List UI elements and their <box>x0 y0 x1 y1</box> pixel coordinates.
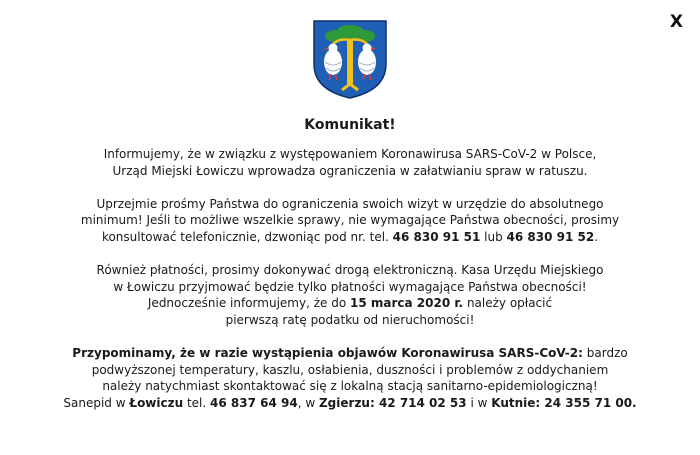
text-segment: należy opłacić <box>463 296 553 311</box>
paragraph-visits <box>40 196 660 246</box>
text-line <box>40 229 660 246</box>
text-line <box>40 345 660 362</box>
announcement-body <box>40 146 660 428</box>
text-line: podwyższonej temperatury, kaszlu, osłabienia, duszności i problemów z oddychaniem <box>91 362 609 377</box>
text-line: Również płatności, prosimy dokonywać drogą elektroniczną. Kasa Urzędu Miejskiego <box>96 263 604 278</box>
paragraph-restrictions <box>40 146 660 179</box>
paragraph-payments <box>40 262 660 328</box>
phone-number: 46 830 91 52 <box>506 229 595 244</box>
text-segment: lub <box>480 229 507 244</box>
city-phone: Zgierzu: 42 714 02 53 <box>318 395 467 410</box>
text-segment: . <box>594 229 599 244</box>
text-line <box>40 395 660 412</box>
text-line: minimum! Jeśli to możliwe wszelkie sprawy, nie wymagające Państwa obecności, prosimy <box>80 213 620 228</box>
paragraph-symptoms <box>40 345 660 411</box>
text-line: w Łowiczu przyjmować będzie tylko płatności wymagające Państwa obecności! <box>113 279 587 294</box>
text-segment: Sanepid w <box>63 395 130 410</box>
reminder-heading: Przypominamy, że w razie wystąpienia objawów Koronawirusa SARS-CoV-2: <box>72 346 583 361</box>
phone-number: 46 837 64 94 <box>210 395 298 410</box>
city-name: Łowiczu <box>129 395 184 410</box>
text-line: pierwszą ratę podatku od nieruchomości! <box>225 312 475 327</box>
text-line: Informujemy, że w związku z występowaniem Koronawirusa SARS-CoV-2 w Polsce, <box>103 147 597 161</box>
deadline-date: 15 marca 2020 r. <box>349 296 464 311</box>
text-line: Urząd Miejski Łowiczu wprowadza ograniczenia w załatwianiu spraw w ratuszu. <box>112 163 588 178</box>
text-segment: Jednocześnie informujemy, że do <box>147 296 350 311</box>
text-line: należy natychmiast skontaktować się z lokalną stacją sanitarno-epidemiologiczną! <box>102 379 598 394</box>
text-line: Uprzejmie prośmy Państwa do ograniczenia swoich wizyt w urzędzie do absolutnego <box>96 196 604 211</box>
close-button[interactable]: X <box>669 12 683 32</box>
coat-of-arms-logo <box>311 18 389 100</box>
text-segment: , w <box>297 395 319 410</box>
phone-number: 46 830 91 51 <box>392 229 481 244</box>
text-segment: bardzo <box>582 346 628 361</box>
city-phone: Kutnie: 24 355 71 00. <box>491 395 637 410</box>
text-segment: tel. <box>183 395 211 410</box>
text-line <box>40 295 660 312</box>
text-segment: konsultować telefonicznie, dzwoniąc pod nr. tel. <box>101 229 393 244</box>
dialog-title: Komunikat! <box>304 117 396 133</box>
text-segment: i w <box>466 395 492 410</box>
